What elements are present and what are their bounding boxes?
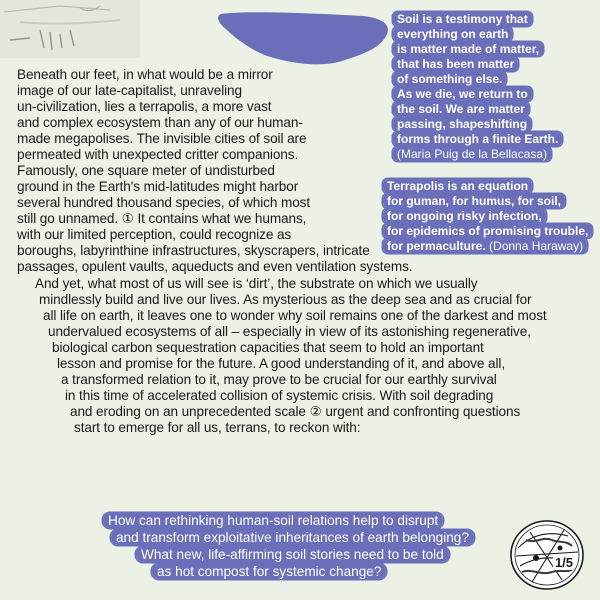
question-line: How can rethinking human-soil relations help to disrupt [103,512,443,529]
text-line: ground in the Earth's mid-latitudes might harbor [17,179,299,194]
text-line: lesson and promise for the future. A good understanding of it, and above all, [57,356,505,371]
question-line: What new, life-affirming soil stories need to be told [136,546,449,563]
text-line: in this time of accelerated collision of systemic crisis. With soil degrading [65,388,494,403]
globe-badge-icon [508,518,586,592]
quote-line: for epidemics of promising trouble, [383,224,592,239]
text-line: several hundred thousand species, of which most [17,195,311,210]
text-line: with our limited perception, could recognize as [17,227,292,242]
text-line: undervalued ecosystems of all – especially in view of its astonishing regenerative, [48,324,531,339]
text-line: Beneath our feet, in what would be a mirror [17,67,273,82]
question-line: as hot compost for systemic change? [152,563,386,580]
text-line: start to emerge for all us, terrans, to reckon with: [74,420,361,435]
quote-line-text: for permaculture. [387,239,486,253]
text-line: mindlessly build and live our lives. As mysterious as the deep sea and as crucial for [39,292,532,307]
text-line: and complex ecosystem than any of our human- [17,115,303,130]
quote-line: Terrapolis is an equation [383,179,532,194]
text-line: still go unnamed. ① It contains what we humans, [17,211,307,226]
quote-line: Soil is a testimony that [393,12,532,27]
text-line: passages, opulent vaults, aqueducts and even ventilation systems. [17,259,413,274]
text-line: and eroding on an unprecedented scale ② urgent and confronting questions [70,404,521,419]
quote-author: (Donna Haraway) [489,239,584,253]
text-line: made megapolises. The invisible cities of soil are [17,131,307,146]
quote-line: everything on earth [393,27,512,42]
quote-line: for guman, for humus, for soil, [383,194,565,209]
quote-line: of something else. [393,72,506,87]
badge-label: 1/5 [554,555,574,570]
text-line: un-civilization, lies a terrapolis, a more vast [17,99,272,114]
text-line: permeated with unexpected critter companions. [17,147,299,162]
quote-line: for ongoing risky infection, [383,209,546,224]
quote-line: passing, shapeshifting [393,117,531,132]
quote-line: is matter made of matter, [393,42,543,57]
text-line: boroughs, labyrinthine infrastructures, skyscrapers, intricate [17,243,370,258]
quote-line [383,239,587,254]
quote-line: As we die, we return to [393,87,532,102]
text-line: all life on earth, it leaves one to wonder why soil remains one of the darkest and most [43,308,547,323]
quote-author: (Maria Puig de la Bellacasa) [393,147,551,162]
text-line: Famously, one square meter of undisturbed [17,163,275,178]
text-line: And yet, what most of us will see is ‘dirt’, the substrate on which we usually [35,276,478,291]
text-line: biological carbon sequestration capacities that seem to hold an important [52,340,484,355]
quote-line: that has been matter [393,57,518,72]
text-line: a transformed relation to it, may prove to be crucial for our earthly survival [61,372,497,387]
quote-line: the soil. We are matter [393,102,529,117]
question-line: and transform exploitative inheritances of earth belonging? [111,529,474,546]
quote-line: forms through a finite Earth. [393,132,562,147]
text-line: image of our late-capitalist, unraveling [17,83,242,98]
